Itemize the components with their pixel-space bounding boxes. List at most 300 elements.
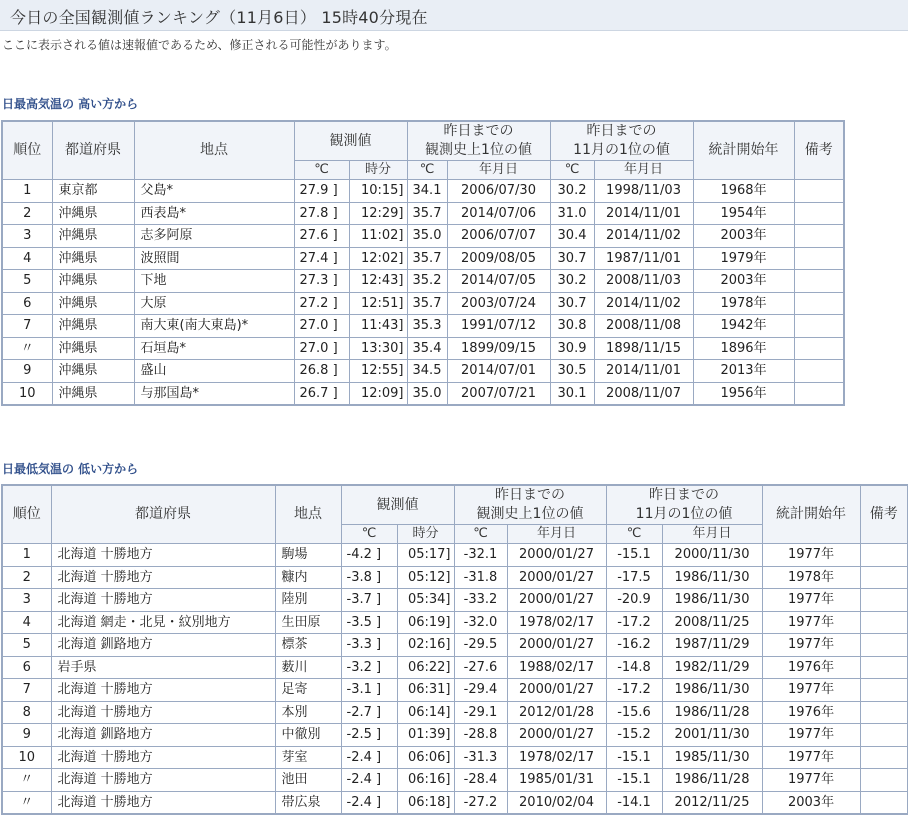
cell-observed-time: 05:17] <box>397 544 454 567</box>
cell-rank: 1 <box>2 180 52 203</box>
cell-observed-temp: -2.5 ] <box>341 724 397 747</box>
cell-month-temp: 30.4 <box>550 225 594 248</box>
cell-observed-time: 02:16] <box>397 634 454 657</box>
header-record-month-line2: 11月の1位の値 <box>635 506 733 522</box>
cell-remarks <box>794 292 844 315</box>
cell-remarks <box>860 634 908 657</box>
cell-observed-temp: -3.8 ] <box>341 566 397 589</box>
cell-observed-temp: 26.7 ] <box>294 382 349 405</box>
cell-rank: 4 <box>2 611 51 634</box>
header-rank: 順位 <box>2 121 52 180</box>
cell-month-temp: 30.2 <box>550 270 594 293</box>
cell-prefecture: 北海道 十勝地方 <box>51 746 275 769</box>
cell-rank: 9 <box>2 724 51 747</box>
table-row <box>2 656 908 679</box>
table-row <box>2 315 844 338</box>
cell-start-year: 1977年 <box>762 589 860 612</box>
cell-start-year: 1977年 <box>762 611 860 634</box>
cell-remarks <box>860 589 908 612</box>
cell-prefecture: 北海道 十勝地方 <box>51 589 275 612</box>
cell-observed-time: 12:43] <box>349 270 407 293</box>
cell-observed-temp: 27.0 ] <box>294 315 349 338</box>
cell-prefecture: 東京都 <box>52 180 134 203</box>
cell-start-year: 1977年 <box>762 634 860 657</box>
cell-alltime-temp: 35.7 <box>407 202 447 225</box>
cell-month-temp: 30.8 <box>550 315 594 338</box>
cell-month-date: 2014/11/02 <box>594 225 693 248</box>
header-alltime-temp: ℃ <box>407 161 447 180</box>
cell-start-year: 1979年 <box>693 247 794 270</box>
cell-remarks <box>860 544 908 567</box>
table-row <box>2 769 908 792</box>
cell-station: 志多阿原 <box>134 225 294 248</box>
header-month-date: 年月日 <box>662 525 762 544</box>
cell-station: 生田原 <box>275 611 341 634</box>
cell-alltime-temp: 34.5 <box>407 360 447 383</box>
cell-rank: 6 <box>2 292 52 315</box>
header-alltime-temp: ℃ <box>454 525 507 544</box>
cell-month-date: 2008/11/07 <box>594 382 693 405</box>
cell-month-temp: -14.8 <box>606 656 662 679</box>
header-record-alltime-line1: 昨日までの <box>495 487 565 503</box>
cell-observed-temp: -4.2 ] <box>341 544 397 567</box>
cell-alltime-date: 2006/07/07 <box>447 225 550 248</box>
cell-alltime-date: 2007/07/21 <box>447 382 550 405</box>
cell-alltime-date: 2000/01/27 <box>507 589 606 612</box>
cell-observed-time: 05:34] <box>397 589 454 612</box>
cell-observed-time: 06:19] <box>397 611 454 634</box>
page-title: 今日の全国観測値ランキング（11月6日） 15時40分現在 <box>10 8 428 27</box>
cell-alltime-temp: 35.0 <box>407 225 447 248</box>
cell-month-date: 1986/11/30 <box>662 589 762 612</box>
cell-prefecture: 北海道 釧路地方 <box>51 724 275 747</box>
cell-alltime-temp: 35.3 <box>407 315 447 338</box>
table-row <box>2 360 844 383</box>
table-row <box>2 589 908 612</box>
cell-remarks <box>794 180 844 203</box>
preliminary-note: ここに表示される値は速報値であるため、修正される可能性があります。 <box>2 38 397 52</box>
cell-observed-temp: 27.3 ] <box>294 270 349 293</box>
cell-observed-time: 12:02] <box>349 247 407 270</box>
cell-station: 大原 <box>134 292 294 315</box>
cell-month-date: 1998/11/03 <box>594 180 693 203</box>
cell-remarks <box>860 656 908 679</box>
cell-month-date: 2008/11/08 <box>594 315 693 338</box>
cell-month-date: 1986/11/28 <box>662 701 762 724</box>
cell-alltime-date: 2014/07/01 <box>447 360 550 383</box>
cell-station: 足寄 <box>275 679 341 702</box>
cell-alltime-date: 2000/01/27 <box>507 679 606 702</box>
header-start-year: 統計開始年 <box>693 121 794 180</box>
cell-alltime-temp: 35.4 <box>407 337 447 360</box>
cell-month-date: 2001/11/30 <box>662 724 762 747</box>
cell-station: 陸別 <box>275 589 341 612</box>
cell-station: 西表島* <box>134 202 294 225</box>
header-record-alltime-line2: 観測史上1位の値 <box>476 506 584 522</box>
cell-alltime-temp: -29.5 <box>454 634 507 657</box>
cell-start-year: 1977年 <box>762 679 860 702</box>
cell-remarks <box>860 701 908 724</box>
cell-alltime-date: 1985/01/31 <box>507 769 606 792</box>
table-row <box>2 724 908 747</box>
table-row <box>2 292 844 315</box>
cell-station: 父島* <box>134 180 294 203</box>
cell-prefecture: 沖縄県 <box>52 382 134 405</box>
cell-alltime-temp: 35.2 <box>407 270 447 293</box>
cell-alltime-date: 1988/02/17 <box>507 656 606 679</box>
table-row <box>2 225 844 248</box>
cell-remarks <box>860 746 908 769</box>
cell-observed-time: 12:55] <box>349 360 407 383</box>
cell-alltime-date: 2010/02/04 <box>507 791 606 814</box>
cell-month-date: 2008/11/03 <box>594 270 693 293</box>
cell-observed-time: 06:18] <box>397 791 454 814</box>
cell-prefecture: 沖縄県 <box>52 225 134 248</box>
cell-prefecture: 沖縄県 <box>52 270 134 293</box>
cell-alltime-date: 2003/07/24 <box>447 292 550 315</box>
cell-start-year: 1977年 <box>762 544 860 567</box>
cell-remarks <box>860 611 908 634</box>
cell-prefecture: 北海道 十勝地方 <box>51 769 275 792</box>
cell-observed-time: 06:16] <box>397 769 454 792</box>
cell-alltime-temp: -31.8 <box>454 566 507 589</box>
header-alltime-date: 年月日 <box>507 525 606 544</box>
cell-month-date: 2014/11/01 <box>594 360 693 383</box>
cell-prefecture: 北海道 十勝地方 <box>51 791 275 814</box>
header-record-month <box>550 121 693 161</box>
cell-start-year: 1977年 <box>762 746 860 769</box>
cell-start-year: 1976年 <box>762 701 860 724</box>
cell-rank: 10 <box>2 746 51 769</box>
cell-alltime-date: 2000/01/27 <box>507 566 606 589</box>
cell-observed-time: 01:39] <box>397 724 454 747</box>
cell-start-year: 1978年 <box>762 566 860 589</box>
cell-alltime-date: 2014/07/05 <box>447 270 550 293</box>
cell-observed-temp: 27.9 ] <box>294 180 349 203</box>
cell-prefecture: 沖縄県 <box>52 337 134 360</box>
cell-station: 駒場 <box>275 544 341 567</box>
cell-alltime-date: 2006/07/30 <box>447 180 550 203</box>
table-row <box>2 611 908 634</box>
cell-start-year: 1978年 <box>693 292 794 315</box>
cell-start-year: 1977年 <box>762 769 860 792</box>
title-bar <box>0 0 908 31</box>
cell-month-date: 1987/11/01 <box>594 247 693 270</box>
cell-station: 糠内 <box>275 566 341 589</box>
cell-rank: 5 <box>2 270 52 293</box>
cell-observed-time: 10:15] <box>349 180 407 203</box>
header-alltime-date: 年月日 <box>447 161 550 180</box>
cell-month-temp: -14.1 <box>606 791 662 814</box>
cell-start-year: 1954年 <box>693 202 794 225</box>
cell-remarks <box>860 769 908 792</box>
cell-observed-time: 06:31] <box>397 679 454 702</box>
cell-alltime-temp: -33.2 <box>454 589 507 612</box>
cell-month-date: 1982/11/29 <box>662 656 762 679</box>
cell-month-date: 1898/11/15 <box>594 337 693 360</box>
cell-alltime-date: 1978/02/17 <box>507 611 606 634</box>
table-row <box>2 270 844 293</box>
cell-remarks <box>794 337 844 360</box>
header-start-year: 統計開始年 <box>762 485 860 544</box>
cell-observed-temp: 27.6 ] <box>294 225 349 248</box>
cell-start-year: 1977年 <box>762 724 860 747</box>
cell-remarks <box>794 382 844 405</box>
cell-alltime-temp: -29.1 <box>454 701 507 724</box>
table-row <box>2 180 844 203</box>
cell-alltime-temp: 35.7 <box>407 247 447 270</box>
cell-prefecture: 北海道 釧路地方 <box>51 634 275 657</box>
cell-prefecture: 沖縄県 <box>52 315 134 338</box>
cell-alltime-temp: -27.6 <box>454 656 507 679</box>
cell-prefecture: 北海道 十勝地方 <box>51 701 275 724</box>
high-section-title: 日最高気温の 高い方から <box>2 97 139 111</box>
cell-month-date: 2014/11/01 <box>594 202 693 225</box>
header-record-alltime-line2: 観測史上1位の値 <box>425 142 532 158</box>
cell-month-date: 1986/11/30 <box>662 566 762 589</box>
header-record-alltime <box>407 121 550 161</box>
cell-alltime-temp: -28.8 <box>454 724 507 747</box>
cell-observed-time: 05:12] <box>397 566 454 589</box>
cell-rank: 6 <box>2 656 51 679</box>
cell-month-date: 1987/11/29 <box>662 634 762 657</box>
cell-prefecture: 沖縄県 <box>52 247 134 270</box>
cell-month-date: 2000/11/30 <box>662 544 762 567</box>
table-row <box>2 337 844 360</box>
header-month-temp: ℃ <box>550 161 594 180</box>
cell-remarks <box>794 202 844 225</box>
cell-station: 盛山 <box>134 360 294 383</box>
header-record-alltime <box>454 485 606 525</box>
cell-remarks <box>860 679 908 702</box>
cell-start-year: 2013年 <box>693 360 794 383</box>
cell-alltime-temp: -27.2 <box>454 791 507 814</box>
cell-alltime-temp: -32.0 <box>454 611 507 634</box>
table-row <box>2 634 908 657</box>
cell-observed-temp: 27.2 ] <box>294 292 349 315</box>
cell-remarks <box>794 315 844 338</box>
cell-station: 薮川 <box>275 656 341 679</box>
header-record-alltime-line1: 昨日までの <box>443 123 514 139</box>
cell-rank: 〃 <box>2 791 51 814</box>
cell-start-year: 1942年 <box>693 315 794 338</box>
cell-month-temp: -15.1 <box>606 746 662 769</box>
cell-alltime-date: 2014/07/06 <box>447 202 550 225</box>
cell-rank: 〃 <box>2 769 51 792</box>
cell-month-temp: -15.6 <box>606 701 662 724</box>
cell-observed-time: 06:06] <box>397 746 454 769</box>
cell-alltime-date: 1991/07/12 <box>447 315 550 338</box>
cell-alltime-temp: 34.1 <box>407 180 447 203</box>
cell-prefecture: 沖縄県 <box>52 292 134 315</box>
cell-alltime-temp: -28.4 <box>454 769 507 792</box>
cell-observed-time: 13:30] <box>349 337 407 360</box>
cell-observed-time: 11:43] <box>349 315 407 338</box>
table-row <box>2 247 844 270</box>
table-row <box>2 544 908 567</box>
cell-rank: 3 <box>2 589 51 612</box>
header-remarks: 備考 <box>860 485 908 544</box>
cell-station: 標茶 <box>275 634 341 657</box>
cell-rank: 5 <box>2 634 51 657</box>
cell-start-year: 1976年 <box>762 656 860 679</box>
cell-start-year: 1968年 <box>693 180 794 203</box>
cell-month-temp: 30.5 <box>550 360 594 383</box>
cell-observed-time: 06:22] <box>397 656 454 679</box>
cell-month-temp: -17.5 <box>606 566 662 589</box>
cell-rank: 〃 <box>2 337 52 360</box>
cell-observed-time: 06:14] <box>397 701 454 724</box>
cell-observed-temp: -2.4 ] <box>341 769 397 792</box>
cell-station: 波照間 <box>134 247 294 270</box>
header-record-month-line2: 11月の1位の値 <box>573 142 670 158</box>
cell-alltime-date: 2000/01/27 <box>507 544 606 567</box>
cell-observed-temp: -3.5 ] <box>341 611 397 634</box>
header-observed: 観測値 <box>294 121 407 161</box>
cell-month-temp: 30.2 <box>550 180 594 203</box>
table-row <box>2 791 908 814</box>
cell-month-temp: 30.1 <box>550 382 594 405</box>
low-temp-ranking-table <box>1 484 908 815</box>
cell-alltime-temp: -32.1 <box>454 544 507 567</box>
cell-alltime-date: 1899/09/15 <box>447 337 550 360</box>
table-row <box>2 382 844 405</box>
cell-rank: 1 <box>2 544 51 567</box>
cell-observed-temp: -3.7 ] <box>341 589 397 612</box>
cell-observed-temp: -3.2 ] <box>341 656 397 679</box>
cell-station: 南大東(南大東島)* <box>134 315 294 338</box>
cell-observed-time: 12:29] <box>349 202 407 225</box>
cell-observed-temp: 27.4 ] <box>294 247 349 270</box>
header-time: 時分 <box>349 161 407 180</box>
cell-month-date: 1985/11/30 <box>662 746 762 769</box>
cell-prefecture: 沖縄県 <box>52 360 134 383</box>
cell-station: 芽室 <box>275 746 341 769</box>
cell-month-temp: -15.1 <box>606 769 662 792</box>
cell-alltime-date: 2009/08/05 <box>447 247 550 270</box>
cell-start-year: 2003年 <box>693 225 794 248</box>
cell-observed-temp: 27.0 ] <box>294 337 349 360</box>
cell-month-date: 1986/11/28 <box>662 769 762 792</box>
cell-month-temp: -16.2 <box>606 634 662 657</box>
cell-prefecture: 北海道 十勝地方 <box>51 544 275 567</box>
cell-remarks <box>860 566 908 589</box>
cell-station: 帯広泉 <box>275 791 341 814</box>
cell-rank: 9 <box>2 360 52 383</box>
table-row <box>2 701 908 724</box>
header-temp: ℃ <box>294 161 349 180</box>
cell-observed-temp: 26.8 ] <box>294 360 349 383</box>
cell-start-year: 1956年 <box>693 382 794 405</box>
cell-month-temp: -15.2 <box>606 724 662 747</box>
cell-month-temp: -17.2 <box>606 611 662 634</box>
cell-prefecture: 北海道 十勝地方 <box>51 679 275 702</box>
header-prefecture: 都道府県 <box>52 121 134 180</box>
cell-rank: 10 <box>2 382 52 405</box>
cell-rank: 3 <box>2 225 52 248</box>
cell-alltime-temp: -31.3 <box>454 746 507 769</box>
cell-remarks <box>794 270 844 293</box>
cell-observed-time: 11:02] <box>349 225 407 248</box>
table-row <box>2 566 908 589</box>
header-month-temp: ℃ <box>606 525 662 544</box>
high-temp-ranking-table <box>1 120 845 406</box>
cell-month-temp: -15.1 <box>606 544 662 567</box>
cell-rank: 4 <box>2 247 52 270</box>
cell-start-year: 2003年 <box>693 270 794 293</box>
cell-alltime-date: 2000/01/27 <box>507 724 606 747</box>
cell-station: 石垣島* <box>134 337 294 360</box>
cell-month-temp: -17.2 <box>606 679 662 702</box>
cell-rank: 7 <box>2 315 52 338</box>
header-station: 地点 <box>275 485 341 544</box>
cell-month-date: 2012/11/25 <box>662 791 762 814</box>
cell-observed-temp: -2.7 ] <box>341 701 397 724</box>
cell-remarks <box>860 724 908 747</box>
cell-start-year: 1896年 <box>693 337 794 360</box>
cell-observed-temp: -3.3 ] <box>341 634 397 657</box>
cell-remarks <box>794 225 844 248</box>
header-record-month-line1: 昨日までの <box>649 487 720 503</box>
cell-station: 池田 <box>275 769 341 792</box>
header-prefecture: 都道府県 <box>51 485 275 544</box>
cell-alltime-temp: 35.7 <box>407 292 447 315</box>
header-remarks: 備考 <box>794 121 844 180</box>
cell-observed-time: 12:51] <box>349 292 407 315</box>
cell-month-temp: 30.7 <box>550 247 594 270</box>
cell-observed-temp: -3.1 ] <box>341 679 397 702</box>
header-rank: 順位 <box>2 485 51 544</box>
cell-alltime-temp: 35.0 <box>407 382 447 405</box>
header-record-month-line1: 昨日までの <box>586 123 657 139</box>
cell-prefecture: 沖縄県 <box>52 202 134 225</box>
header-temp: ℃ <box>341 525 397 544</box>
cell-month-temp: 30.9 <box>550 337 594 360</box>
cell-start-year: 2003年 <box>762 791 860 814</box>
table-row <box>2 679 908 702</box>
cell-station: 下地 <box>134 270 294 293</box>
cell-rank: 7 <box>2 679 51 702</box>
cell-rank: 8 <box>2 701 51 724</box>
cell-alltime-date: 2000/01/27 <box>507 634 606 657</box>
cell-rank: 2 <box>2 202 52 225</box>
header-month-date: 年月日 <box>594 161 693 180</box>
table-row <box>2 746 908 769</box>
cell-prefecture: 北海道 十勝地方 <box>51 566 275 589</box>
header-station: 地点 <box>134 121 294 180</box>
header-observed: 観測値 <box>341 485 454 525</box>
header-record-month <box>606 485 762 525</box>
table-row <box>2 202 844 225</box>
cell-month-temp: 31.0 <box>550 202 594 225</box>
cell-alltime-date: 2012/01/28 <box>507 701 606 724</box>
cell-month-temp: -20.9 <box>606 589 662 612</box>
cell-remarks <box>860 791 908 814</box>
cell-rank: 2 <box>2 566 51 589</box>
cell-station: 本別 <box>275 701 341 724</box>
cell-station: 与那国島* <box>134 382 294 405</box>
cell-alltime-date: 1978/02/17 <box>507 746 606 769</box>
cell-observed-temp: -2.4 ] <box>341 791 397 814</box>
cell-month-date: 2014/11/02 <box>594 292 693 315</box>
header-time: 時分 <box>397 525 454 544</box>
cell-observed-temp: 27.8 ] <box>294 202 349 225</box>
cell-alltime-temp: -29.4 <box>454 679 507 702</box>
cell-remarks <box>794 247 844 270</box>
cell-prefecture: 岩手県 <box>51 656 275 679</box>
low-section-title: 日最低気温の 低い方から <box>2 462 139 476</box>
cell-remarks <box>794 360 844 383</box>
